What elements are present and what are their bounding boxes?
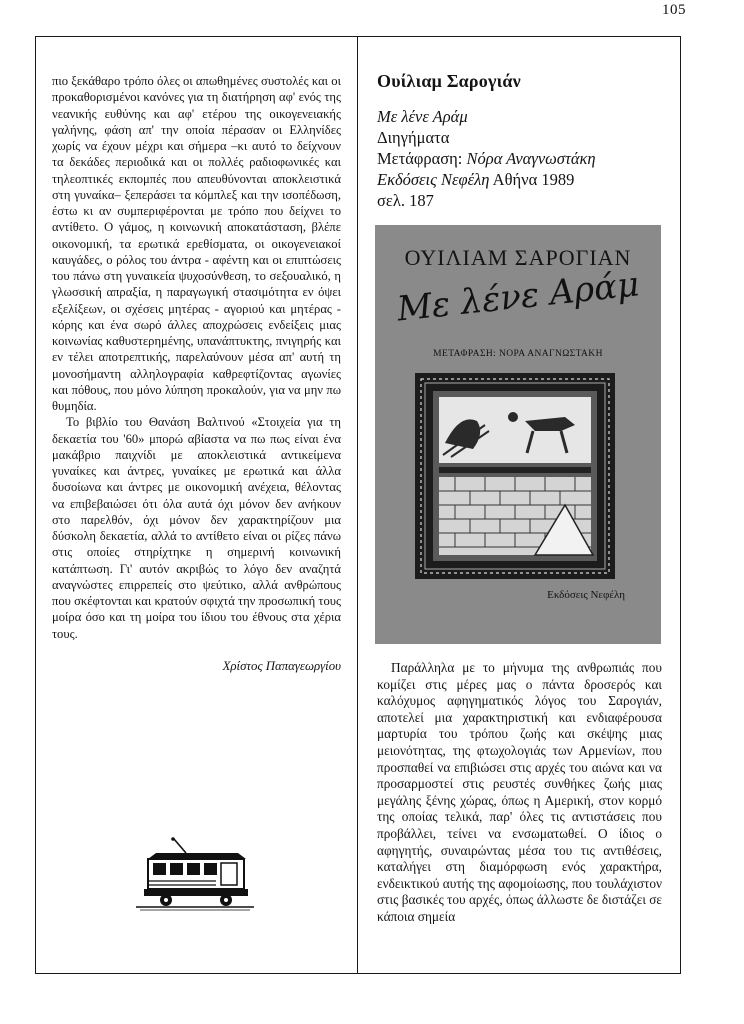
book-publication (377, 169, 662, 190)
book-city-year: Αθήνα 1989 (492, 170, 575, 189)
page-number: 105 (662, 2, 686, 18)
book-translation (377, 148, 662, 169)
book-author: Ουίλιαμ Σαρογιάν (377, 71, 521, 91)
cover-translator: ΜΕΤΑΦΡΑΣΗ: ΝΟΡΑ ΑΝΑΓΝΩΣΤΑΚΗ (433, 349, 603, 359)
cover-publisher: Εκδόσεις Νεφέλη (547, 589, 625, 601)
review-body (377, 660, 662, 926)
translation-label: Μετάφραση: (377, 149, 463, 168)
review-signature: Χρίστος Παπαγεωργίου (222, 658, 341, 673)
column-divider (357, 37, 358, 973)
left-paragraph-2: Το βιβλίο του Θανάση Βαλτινού «Στοιχεία για τη δεκαετία του '60» μπορώ αβίαστα να πω πως είναι ένα μακάβριο παιχνίδι με αποκλειστικά αντικείμενα γυναίκες και άντρες, γυναίκες με ερωτικά και άλλα δυσοίωνα και άντρες με οικονομική ανέχεια, θέλοντας να επιβεβαιώσει ότι όλα αυτά όχι μόνον δεν ανήκουν στο παρελθόν, όχι μόνον δεν χαρακτηρίζουν μια δύσκολη δεκαετία, αλλά το αντίθετο είναι οι ρίζες πάνω στις οποίες στηρίχτηκε η σημερινή κοινωνική κατάπτωση. Γι' αυτόν ακριβώς το λόγο δεν αναζητά αναγνώστες επιρρεπείς στο ψεύτικο, αλλά ανθρώπους που σκέφτονται και κρατούν σφιχτά την προσωπική τους μοίρα όσο και τη μοίρα του ίδιου του έθνους στα χέρια τους. (52, 415, 341, 641)
book-info (377, 106, 662, 211)
book-title: Με λένε Αράμ (377, 107, 468, 126)
left-column (52, 73, 341, 674)
right-column (377, 67, 662, 926)
cover-title: Με λένε Αράμ (395, 264, 641, 330)
book-pages: σελ. 187 (377, 191, 434, 210)
review-paragraph-1: Παράλληλα με το μήνυμα της ανθρωπιάς που κομίζει στις μέρες μας ο πάντα δροσερός και καλόχυμος αφηγηματικός λόγος του Σαρογιάν, αποτελεί μια χαρακτηριστική και ενδιαφέρουσα μαρτυρία του τρόπου ζωής και σκέψης μιας μειονότητας, της φτωχολογιάς των Αρμενίων, που προσπαθεί να επιβιώσει στις αρχές του αιώνα και να προσαρμοστεί στις ρευστές συνθήκες ζωής μιας μεγάλης ξένης χώρας, όπως η Αμερική, στον κορμό της οποίας τελικά, παρ' όλες τις αντιστάσεις που προβάλλει, τείνει να ενσωματωθεί. Ο ίδιος ο αφηγητής, συναιρώντας μέσα του τις αντιθέσεις, καταλήγει στη διαμόρφωση ενός χαρακτήρα, ενδεικτικού αυτής της αφομοίωσης, που τουλάχιστον στις βασικές του αρχές, όπως άλλωστε δε διστάζει σε κάποια σημεία (377, 660, 662, 924)
tram-illustration (136, 837, 254, 912)
book-translator: Νόρα Αναγνωστάκη (466, 149, 596, 168)
cover-author: ΟΥΙΛΙΑΜ ΣΑΡΟΓΙΑΝ (404, 245, 632, 270)
left-paragraph-1: πιο ξεκάθαρο τρόπο όλες οι απωθημένες συστολές και οι προκαθορισμένοι κανόνες για τη διατήρηση αφ' ενός της νεανικής ευθύνης και αφ' ετέρου της οικογενειακής γαλήνης, φάση απ' την οποία πέρασαν οι Ελληνίδες χωρίς να έχουν μέχρι και σήμερα –κι αυτό το δείχνουν τα δεκάδες περιοδικά και οι πολλές ραδιοφωνικές και τηλεοπτικές εκπομπές που απευθύνονται αποκλειστικά στη γυναίκα– ξεπεράσει τα κόμπλεξ και την ισοπέδωση, έστω κι αν συμπεριφέρονται με τρόπο που δείχνει το αντίθετο. Ο γάμος, η κοινωνική αποκατάσταση, βλέπε οικονομική, τα ερωτικά ερεθίσματα, οι οικογενειακοί καυγάδες, ο ρόλος του άντρα - αφέντη και οι επιπτώσεις του πάνω στη γυναικεία ψυχοσύνθεση, το σεξουαλικό, η γλωσσική απραξία, η παραγωγική στασιμότητα εν όψει εξελίξεων, οι σχέσεις μητέρας - αγοριού και μητέρας - κόρης και ένα σωρό άλλες αποχρώσεις ενδείξεις μιας κοινωνίας καθυστερημένης, υπανάπτυκτης, πνιγηρής και εν τέλει αποτρεπτικής, παρελαύνουν μέσα απ' αυτή τη μονοσήμαντη αλληλογραφία καθρεφτίζοντας αγωνίες και πόθους, που μόνο λύπηση προκαλούν, για να μην πω θυμηδία. (52, 74, 341, 413)
article-frame (35, 36, 681, 974)
book-publisher: Εκδόσεις Νεφέλη (377, 170, 490, 189)
cover-artwork (415, 373, 615, 579)
book-genre: Διηγήματα (377, 128, 450, 147)
book-cover-image (375, 225, 661, 644)
